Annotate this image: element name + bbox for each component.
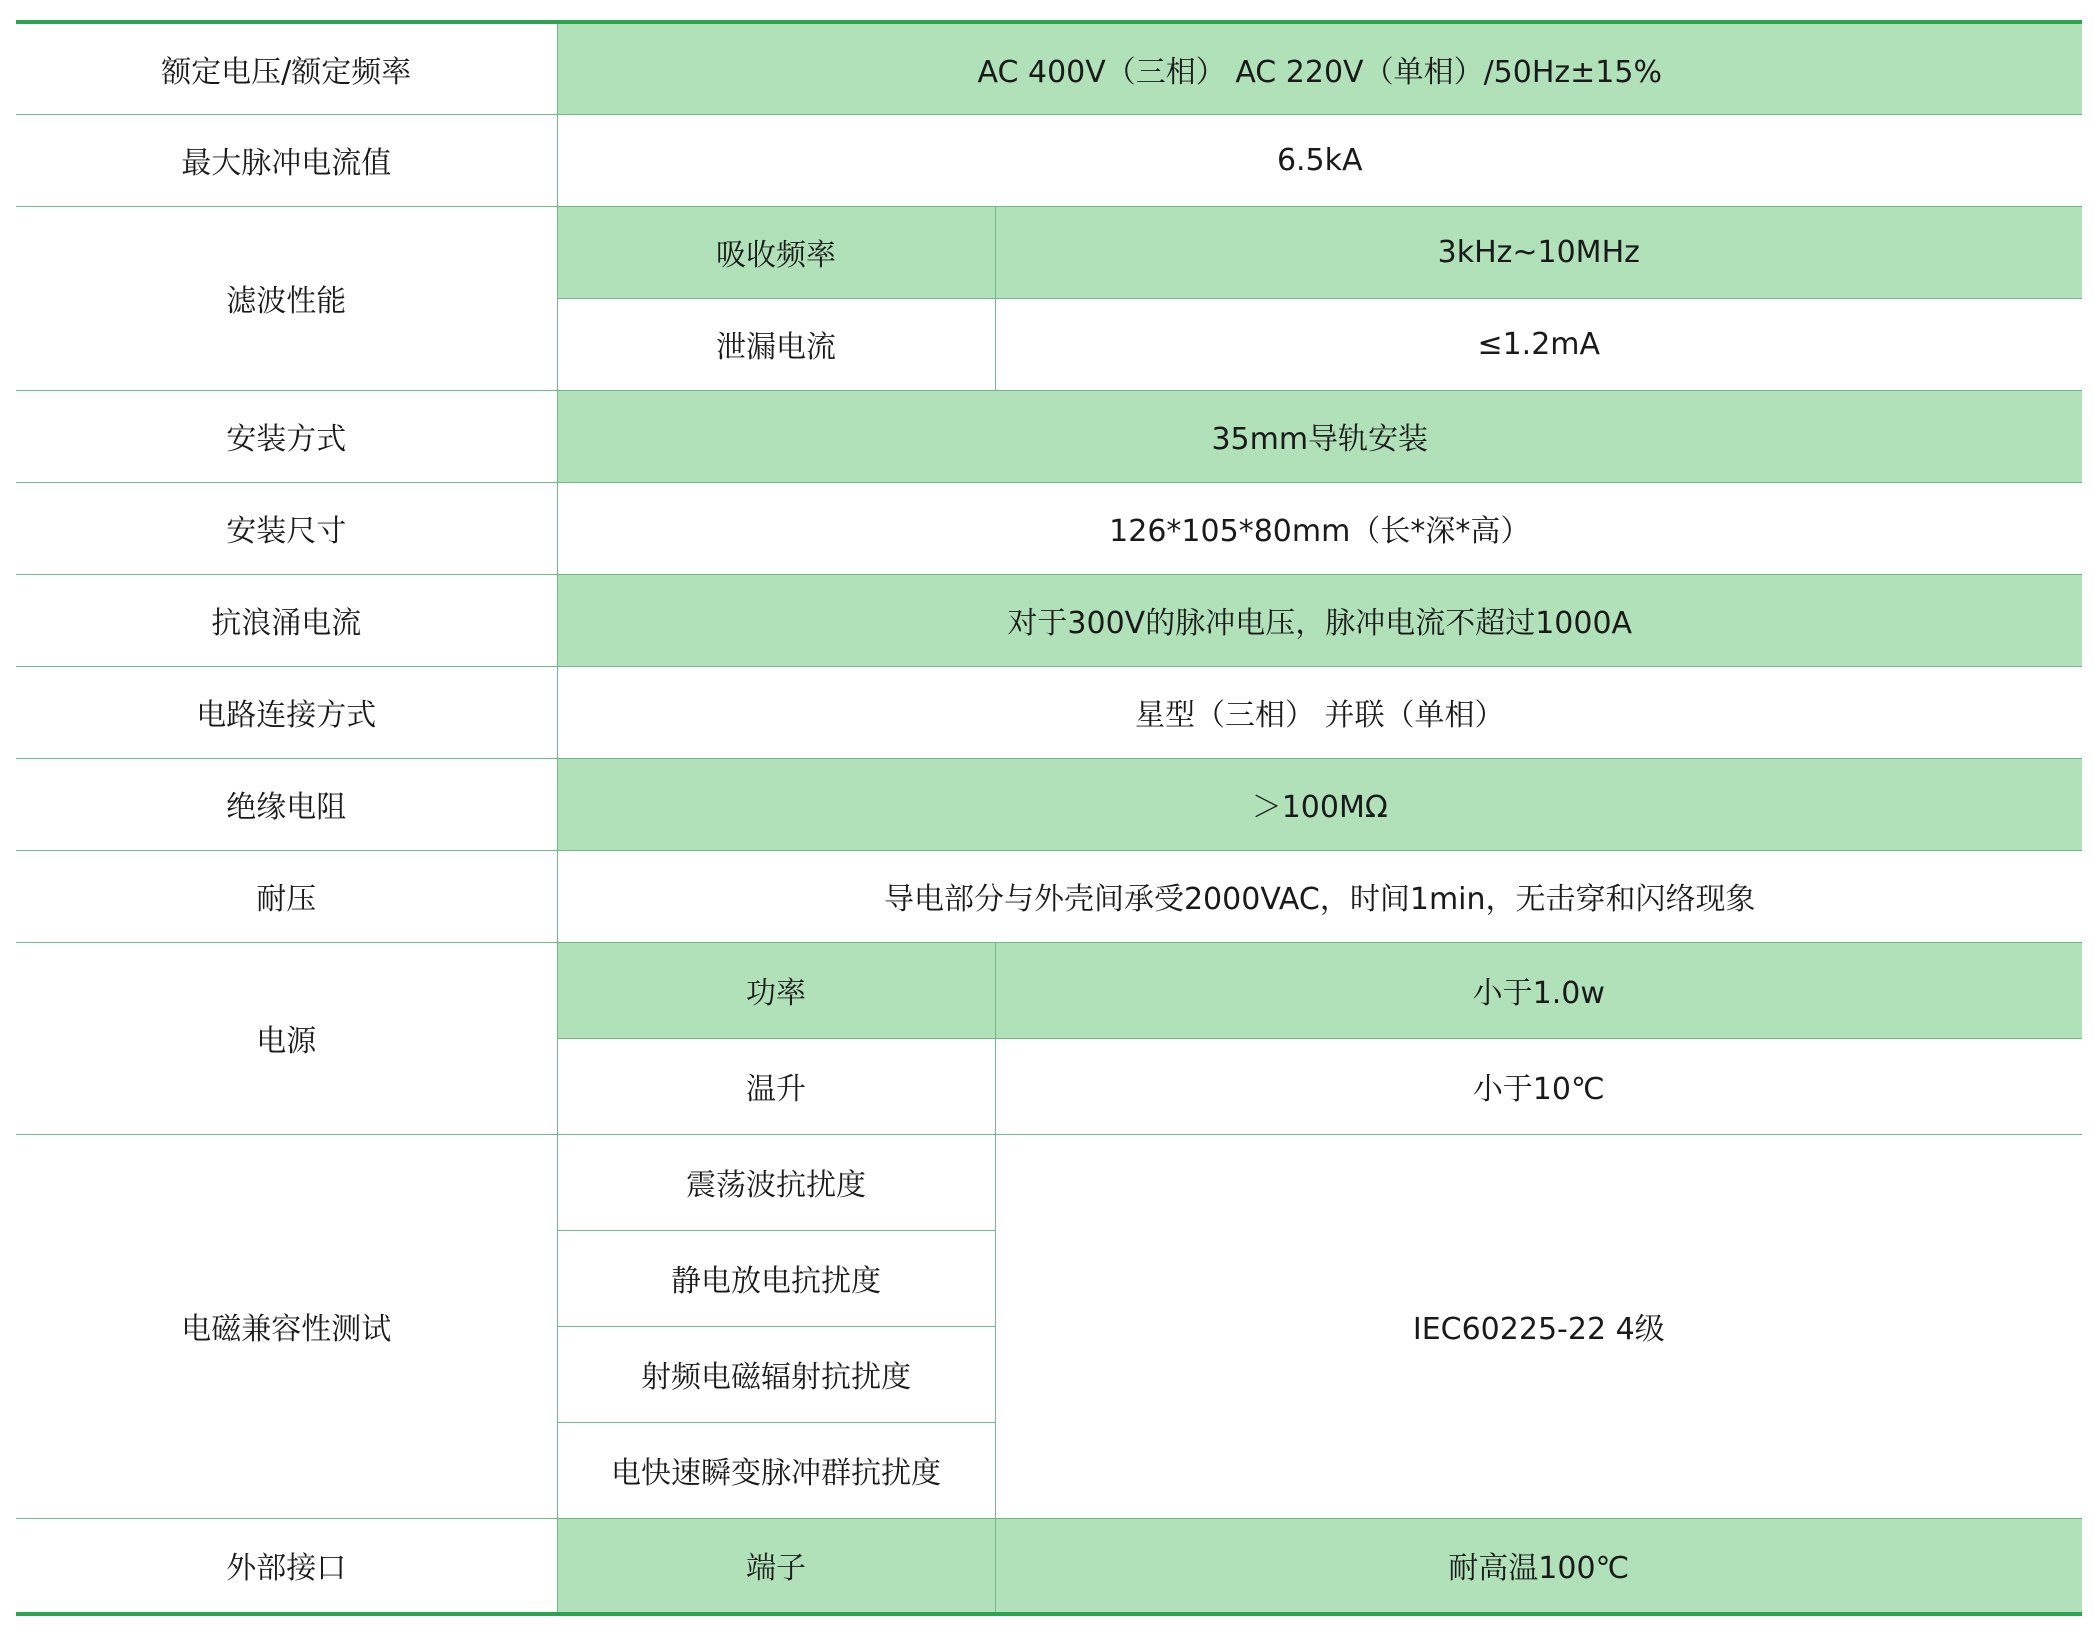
row-label: 安装方式 (16, 390, 557, 482)
row-label: 耐压 (16, 850, 557, 942)
row-rated (16, 22, 2082, 114)
row-value: AC 400V（三相） AC 220V（单相）/50Hz±15% (557, 22, 2082, 114)
row-wiring (16, 666, 2082, 758)
sub-label: 静电放电抗扰度 (557, 1230, 995, 1326)
row-filter-absorb (16, 206, 2082, 298)
row-value: 35mm导轨安装 (557, 390, 2082, 482)
row-value: 对于300V的脉冲电压，脉冲电流不超过1000A (557, 574, 2082, 666)
row-label: 外部接口 (16, 1518, 557, 1614)
sub-value: IEC60225-22 4级 (995, 1134, 2082, 1518)
row-insulation (16, 758, 2082, 850)
sub-value: 小于10℃ (995, 1038, 2082, 1134)
row-emc-oscillation (16, 1134, 2082, 1230)
row-value: 星型（三相） 并联（单相） (557, 666, 2082, 758)
row-label: 抗浪涌电流 (16, 574, 557, 666)
row-label: 最大脉冲电流值 (16, 114, 557, 206)
row-install (16, 390, 2082, 482)
row-withstand (16, 850, 2082, 942)
row-value: 导电部分与外壳间承受2000VAC，时间1min，无击穿和闪络现象 (557, 850, 2082, 942)
sub-label: 电快速瞬变脉冲群抗扰度 (557, 1422, 995, 1518)
spec-table (16, 20, 2082, 1616)
row-label: 电磁兼容性测试 (16, 1134, 557, 1518)
sub-value: 3kHz~10MHz (995, 206, 2082, 298)
row-value: 6.5kA (557, 114, 2082, 206)
row-size (16, 482, 2082, 574)
row-surge (16, 574, 2082, 666)
row-power-watt (16, 942, 2082, 1038)
sub-label: 功率 (557, 942, 995, 1038)
sub-label: 泄漏电流 (557, 298, 995, 390)
row-value: ＞100MΩ (557, 758, 2082, 850)
sub-value: 耐高温100℃ (995, 1518, 2082, 1614)
row-label: 绝缘电阻 (16, 758, 557, 850)
row-label: 滤波性能 (16, 206, 557, 390)
sub-label: 吸收频率 (557, 206, 995, 298)
sub-label: 震荡波抗扰度 (557, 1134, 995, 1230)
sub-value: ≤1.2mA (995, 298, 2082, 390)
row-label: 安装尺寸 (16, 482, 557, 574)
row-label: 电路连接方式 (16, 666, 557, 758)
sub-label: 温升 (557, 1038, 995, 1134)
row-value: 126*105*80mm（长*深*高） (557, 482, 2082, 574)
sub-label: 端子 (557, 1518, 995, 1614)
sub-label: 射频电磁辐射抗扰度 (557, 1326, 995, 1422)
row-label: 额定电压/额定频率 (16, 22, 557, 114)
row-label: 电源 (16, 942, 557, 1134)
sub-value: 小于1.0w (995, 942, 2082, 1038)
row-pulse (16, 114, 2082, 206)
row-interface (16, 1518, 2082, 1614)
